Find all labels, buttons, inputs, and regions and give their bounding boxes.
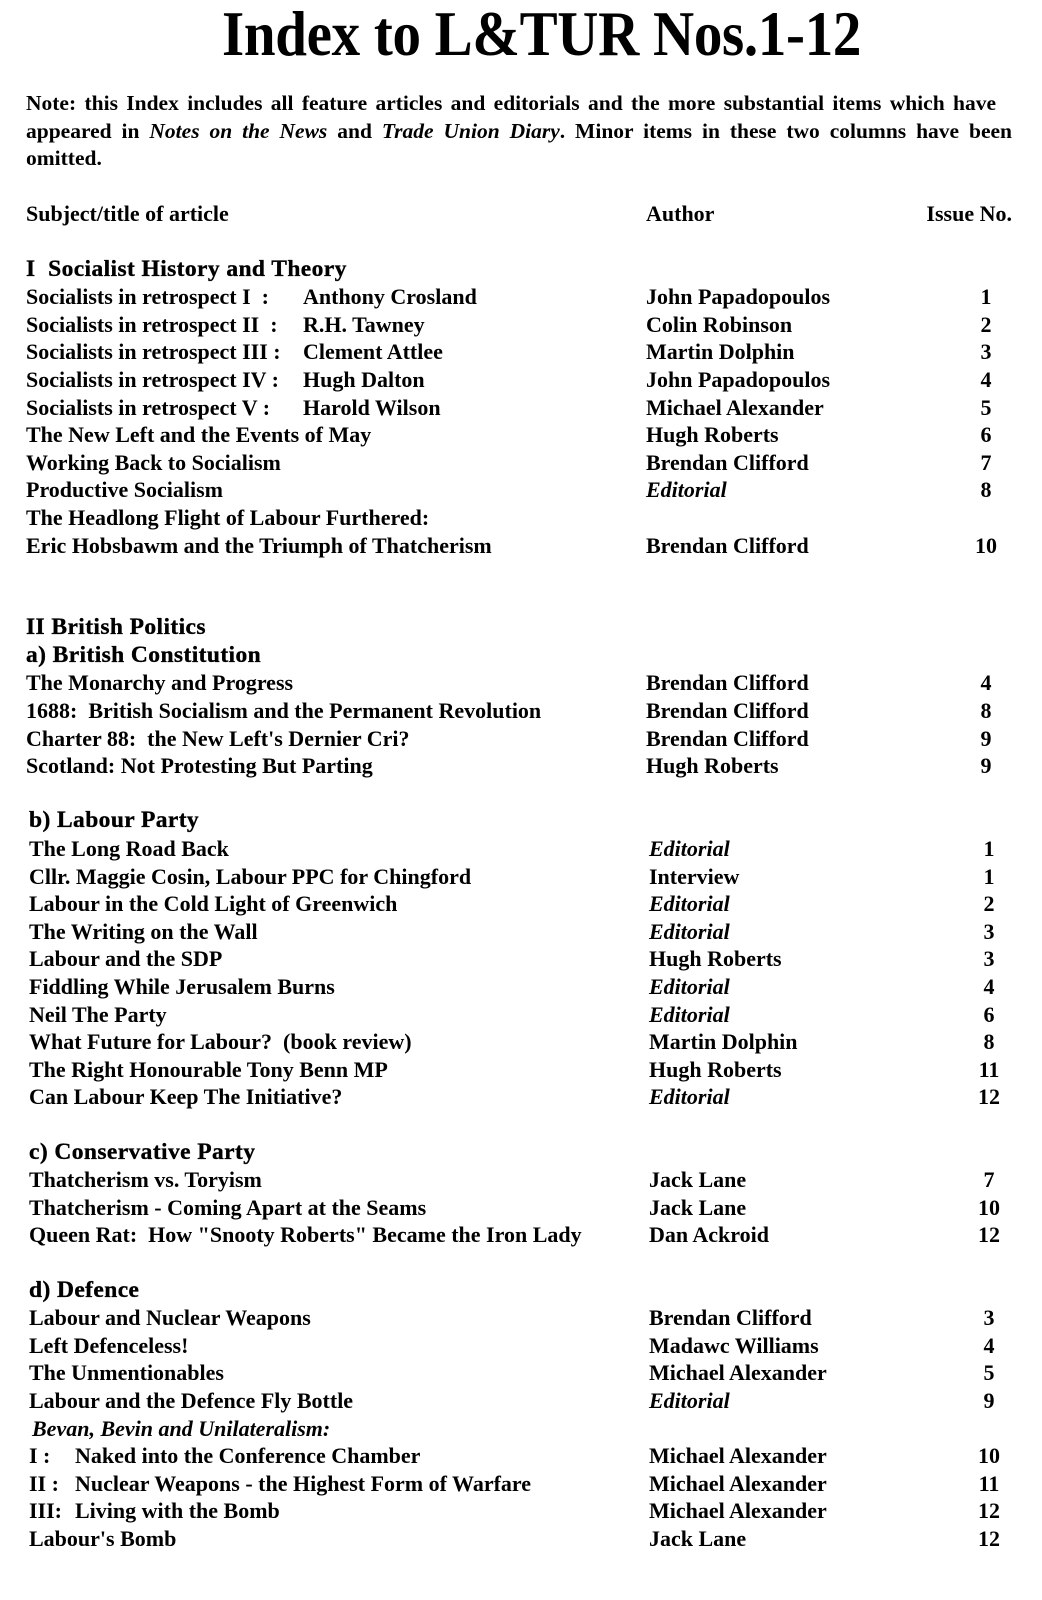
entry-title: Thatcherism - Coming Apart at the Seams (29, 1194, 427, 1220)
entry-title-cell (26, 669, 646, 697)
entry-author: Brendan Clifford (649, 1305, 812, 1331)
entry-title-cell (29, 890, 649, 918)
entry-issue: 12 (978, 1084, 1000, 1110)
entry-title: Labour's Bomb (29, 1525, 177, 1551)
entry-author: Colin Robinson (646, 311, 793, 337)
entry-title-cell (29, 863, 649, 891)
section-british-politics (26, 614, 1016, 1552)
entry-issue: 8 (980, 698, 992, 724)
entry-issue: 8 (983, 1029, 995, 1055)
entry-issue (956, 504, 1016, 532)
entry-issue (959, 1415, 1019, 1443)
entry-author: Martin Dolphin (649, 1029, 798, 1055)
entry-title: What Future for Labour? (book review) (29, 1029, 412, 1055)
index-entry (26, 752, 1016, 780)
index-entry (26, 394, 1016, 422)
entry-title-cell (29, 1194, 649, 1222)
entry-title: The Monarchy and Progress (26, 670, 294, 696)
entry-issue: 1 (980, 284, 992, 310)
entry-title-cell (26, 338, 646, 366)
entry-title-cell (26, 476, 646, 504)
entry-title-cell (29, 973, 649, 1001)
entry-author: Editorial (649, 1001, 730, 1027)
note-column-name: Trade Union Diary (381, 118, 560, 143)
subsection-conservative-party (29, 1139, 1016, 1249)
section-heading: II British Politics (26, 614, 206, 641)
section-heading: I Socialist History and Theory (26, 255, 347, 282)
index-entry (26, 283, 1016, 311)
entry-title: The Unmentionables (29, 1360, 224, 1386)
entry-title: Labour and Nuclear Weapons (29, 1305, 311, 1331)
entry-prefix: Socialists in retrospect IV : (26, 366, 279, 392)
entry-issue: 8 (980, 477, 992, 503)
entry-author: Hugh Roberts (649, 1056, 782, 1082)
entry-title: The Writing on the Wall (29, 918, 258, 944)
entry-issue: 2 (980, 311, 992, 337)
entry-issue: 9 (980, 753, 992, 779)
entry-author: Martin Dolphin (646, 339, 795, 365)
entry-author: Brendan Clifford (646, 698, 809, 724)
entry-author: Hugh Roberts (646, 422, 779, 448)
column-header-subject: Subject/title of article (26, 201, 229, 227)
note-line-1 (26, 90, 996, 118)
note-text: and (327, 118, 382, 143)
entry-title-cell (26, 366, 646, 394)
entry-author: Editorial (649, 974, 730, 999)
index-entry (26, 725, 1016, 753)
subsection-heading: a) British Constitution (26, 641, 262, 668)
note-line-2 (26, 118, 1012, 146)
index-entry (26, 697, 1016, 725)
entry-title-cell (29, 1304, 649, 1332)
entry-title-cell (26, 532, 646, 560)
entry-title-cell (29, 1470, 649, 1498)
subsection-british-constitution (26, 642, 1016, 780)
index-body (26, 90, 1016, 1552)
index-entry (29, 1166, 1016, 1194)
entry-title: Working Back to Socialism (26, 449, 281, 475)
entry-author: Dan Ackroid (649, 1222, 770, 1248)
entry-prefix: Socialists in retrospect V : (26, 394, 271, 420)
entry-issue: 6 (983, 1001, 995, 1027)
entry-title: Can Labour Keep The Initiative? (29, 1084, 343, 1110)
entry-title: Neil The Party (29, 1001, 167, 1027)
entry-title-cell (29, 1387, 649, 1415)
entry-author: Brendan Clifford (646, 449, 809, 475)
entry-title-cell (26, 421, 646, 449)
entry-title-cell (26, 283, 646, 311)
entry-title-cell (26, 725, 646, 753)
entry-title: Scotland: Not Protesting But Parting (26, 753, 373, 779)
index-entry (29, 973, 1016, 1001)
entry-title-cell (29, 1221, 649, 1249)
entry-title-cell (26, 311, 646, 339)
entry-subject: Anthony Crosland (303, 284, 477, 310)
entry-author (649, 1415, 959, 1443)
index-entry (29, 945, 1016, 973)
entry-title: The Long Road Back (29, 836, 229, 862)
entry-prefix: I : (29, 1443, 51, 1469)
entry-title: Eric Hobsbawm and the Triumph of Thatcherism (26, 532, 492, 558)
entry-author: Editorial (649, 891, 730, 917)
entry-issue: 3 (983, 1305, 995, 1331)
entry-issue: 7 (980, 449, 992, 475)
entry-author: Editorial (649, 918, 730, 944)
note-line-3 (26, 145, 1016, 173)
entry-author: Editorial (649, 1084, 730, 1110)
entry-prefix: III: (29, 1498, 63, 1524)
entry-author: Jack Lane (649, 1525, 747, 1551)
index-entry (29, 1056, 1016, 1084)
entry-author: Hugh Roberts (649, 946, 782, 972)
entry-title-cell (26, 394, 646, 422)
entry-author: Brendan Clifford (646, 725, 809, 751)
index-entry (29, 1442, 1016, 1470)
index-entry (26, 449, 1016, 477)
series-heading: Bevan, Bevin and Unilateralism: (32, 1415, 331, 1441)
entry-issue: 1 (983, 836, 995, 862)
entry-title-cell (26, 449, 646, 477)
entry-issue: 11 (978, 1056, 1000, 1082)
entry-title-cell (29, 1056, 649, 1084)
note-text: . Minor items in these two columns have been (559, 118, 1012, 143)
column-header-author: Author (646, 201, 715, 227)
entry-author: Hugh Roberts (646, 753, 779, 779)
entry-title: Labour and the Defence Fly Bottle (29, 1387, 354, 1413)
entry-title-cell (29, 918, 649, 946)
index-entry (29, 1359, 1016, 1387)
entry-author: Michael Alexander (649, 1470, 827, 1496)
entry-title: The Right Honourable Tony Benn MP (29, 1056, 388, 1082)
entry-prefix: Socialists in retrospect III : (26, 339, 281, 365)
entry-author: Editorial (646, 477, 727, 503)
entry-issue: 5 (980, 394, 992, 420)
entry-author (646, 504, 956, 532)
subsection-heading: d) Defence (29, 1276, 140, 1303)
entry-subject: Hugh Dalton (303, 366, 425, 392)
entry-author: Jack Lane (649, 1167, 747, 1193)
index-entry (26, 669, 1016, 697)
entry-list (29, 835, 1016, 1111)
index-entry (29, 835, 1016, 863)
entry-title-cell (29, 945, 649, 973)
note-text: appeared in (26, 118, 150, 143)
index-entry (29, 1304, 1016, 1332)
entry-title: Thatcherism vs. Toryism (29, 1167, 262, 1193)
entry-issue: 6 (980, 422, 992, 448)
entry-author: Michael Alexander (646, 394, 824, 420)
entry-author: Brendan Clifford (646, 532, 809, 558)
entry-title-cell (26, 752, 646, 780)
entry-title-cell (29, 1497, 649, 1525)
index-entry (29, 1470, 1016, 1498)
entry-title: Left Defenceless! (29, 1332, 189, 1358)
entry-issue: 4 (983, 974, 995, 999)
entry-issue: 4 (980, 366, 992, 392)
entry-subject: Naked into the Conference Chamber (75, 1443, 421, 1469)
index-entry (26, 366, 1016, 394)
entry-title-cell (29, 1028, 649, 1056)
entry-list (29, 1166, 1016, 1249)
entry-title-cell (29, 1359, 649, 1387)
entry-author: Brendan Clifford (646, 670, 809, 696)
subsection-heading: c) Conservative Party (29, 1138, 256, 1165)
page-title: Index to L&TUR Nos.1-12 (222, 0, 862, 70)
index-entry (26, 338, 1016, 366)
entry-title: Productive Socialism (26, 477, 223, 503)
entry-title-cell (29, 835, 649, 863)
entry-title: The Headlong Flight of Labour Furthered: (26, 504, 430, 530)
index-entry (29, 1028, 1016, 1056)
index-entry (29, 1194, 1016, 1222)
index-entry (29, 863, 1016, 891)
entry-author: Michael Alexander (649, 1443, 827, 1469)
entry-issue: 2 (983, 891, 995, 917)
entry-title-cell (29, 1166, 649, 1194)
entry-title-cell (26, 697, 646, 725)
subsection-defence (29, 1277, 1016, 1553)
index-entry (29, 918, 1016, 946)
note-column-name: Notes on the News (149, 118, 328, 143)
index-entry (29, 1221, 1016, 1249)
entry-issue: 3 (980, 339, 992, 365)
subsection-heading: b) Labour Party (29, 807, 200, 834)
entry-prefix: Socialists in retrospect I : (26, 284, 269, 310)
entry-subject: Clement Attlee (303, 339, 443, 365)
entry-issue: 5 (983, 1360, 995, 1386)
entry-subject: Harold Wilson (303, 394, 441, 420)
entry-prefix: Socialists in retrospect II : (26, 311, 278, 337)
index-entry (26, 476, 1016, 504)
entry-author: John Papadopoulos (646, 366, 831, 392)
entry-title-cell (29, 1001, 649, 1029)
entry-subject: R.H. Tawney (303, 311, 425, 337)
entry-title: Queen Rat: How "Snooty Roberts" Became the Iron Lady (29, 1222, 582, 1248)
entry-title-cell (29, 1442, 649, 1470)
entry-author: Michael Alexander (649, 1498, 827, 1524)
entry-issue: 3 (983, 918, 995, 944)
entry-issue: 7 (983, 1167, 995, 1193)
index-entry (26, 311, 1016, 339)
entry-issue: 4 (980, 670, 992, 696)
entry-issue: 10 (975, 532, 997, 558)
entry-title-cell (26, 504, 646, 532)
entry-list (26, 669, 1016, 779)
entry-author: Editorial (649, 836, 730, 862)
column-header-issue: Issue No. (926, 201, 1012, 227)
entry-author: Editorial (649, 1387, 730, 1413)
entry-list (29, 1304, 1016, 1552)
note-text: Note: this Index includes all feature articles and editorials and the more substantial items which have (26, 91, 996, 115)
entry-author: Interview (649, 863, 740, 889)
index-entry (29, 1497, 1016, 1525)
entry-title-cell (29, 1525, 649, 1553)
entry-author: Jack Lane (649, 1194, 747, 1220)
entry-title: Cllr. Maggie Cosin, Labour PPC for Chingford (29, 863, 472, 889)
entry-issue: 9 (980, 725, 992, 751)
entry-subject: Living with the Bomb (75, 1498, 280, 1524)
subsection-labour-party (29, 807, 1016, 1111)
index-entry (26, 421, 1016, 449)
entry-title: Fiddling While Jerusalem Burns (29, 974, 335, 999)
entry-issue: 11 (978, 1470, 1000, 1496)
entry-author: John Papadopoulos (646, 284, 831, 310)
entry-issue: 12 (978, 1498, 1000, 1524)
entry-subject: Nuclear Weapons - the Highest Form of Warfare (75, 1470, 532, 1496)
entry-title: Charter 88: the New Left's Dernier Cri? (26, 725, 410, 751)
note-text: omitted. (26, 146, 102, 171)
index-entry (29, 1083, 1016, 1111)
entry-issue: 1 (983, 863, 995, 889)
index-entry (29, 1332, 1016, 1360)
entry-title-cell (29, 1083, 649, 1111)
entry-issue: 10 (978, 1194, 1000, 1220)
entry-title: Labour and the SDP (29, 946, 223, 972)
index-entry (26, 504, 1016, 532)
index-entry (26, 532, 1016, 560)
entry-title-cell (29, 1332, 649, 1360)
entry-title: The New Left and the Events of May (26, 422, 372, 448)
entry-author: Madawc Williams (649, 1332, 819, 1358)
index-entry (29, 1387, 1016, 1415)
entry-issue: 12 (978, 1525, 1000, 1551)
entry-prefix: II : (29, 1470, 59, 1496)
entry-issue: 3 (983, 946, 995, 972)
entry-author: Michael Alexander (649, 1360, 827, 1386)
entry-issue: 9 (983, 1387, 995, 1413)
column-headers (26, 200, 1016, 228)
section-socialist-history-theory (26, 256, 1016, 560)
index-entry (29, 1525, 1016, 1553)
index-entry (29, 1415, 1016, 1443)
entry-issue: 10 (978, 1443, 1000, 1469)
entry-list (26, 283, 1016, 559)
entry-issue: 12 (978, 1222, 1000, 1248)
index-entry (29, 1001, 1016, 1029)
entry-title: 1688: British Socialism and the Permanent Revolution (26, 698, 542, 724)
index-entry (29, 890, 1016, 918)
entry-issue: 4 (983, 1332, 995, 1358)
entry-title: Labour in the Cold Light of Greenwich (29, 891, 398, 917)
entry-title-cell (29, 1415, 649, 1443)
